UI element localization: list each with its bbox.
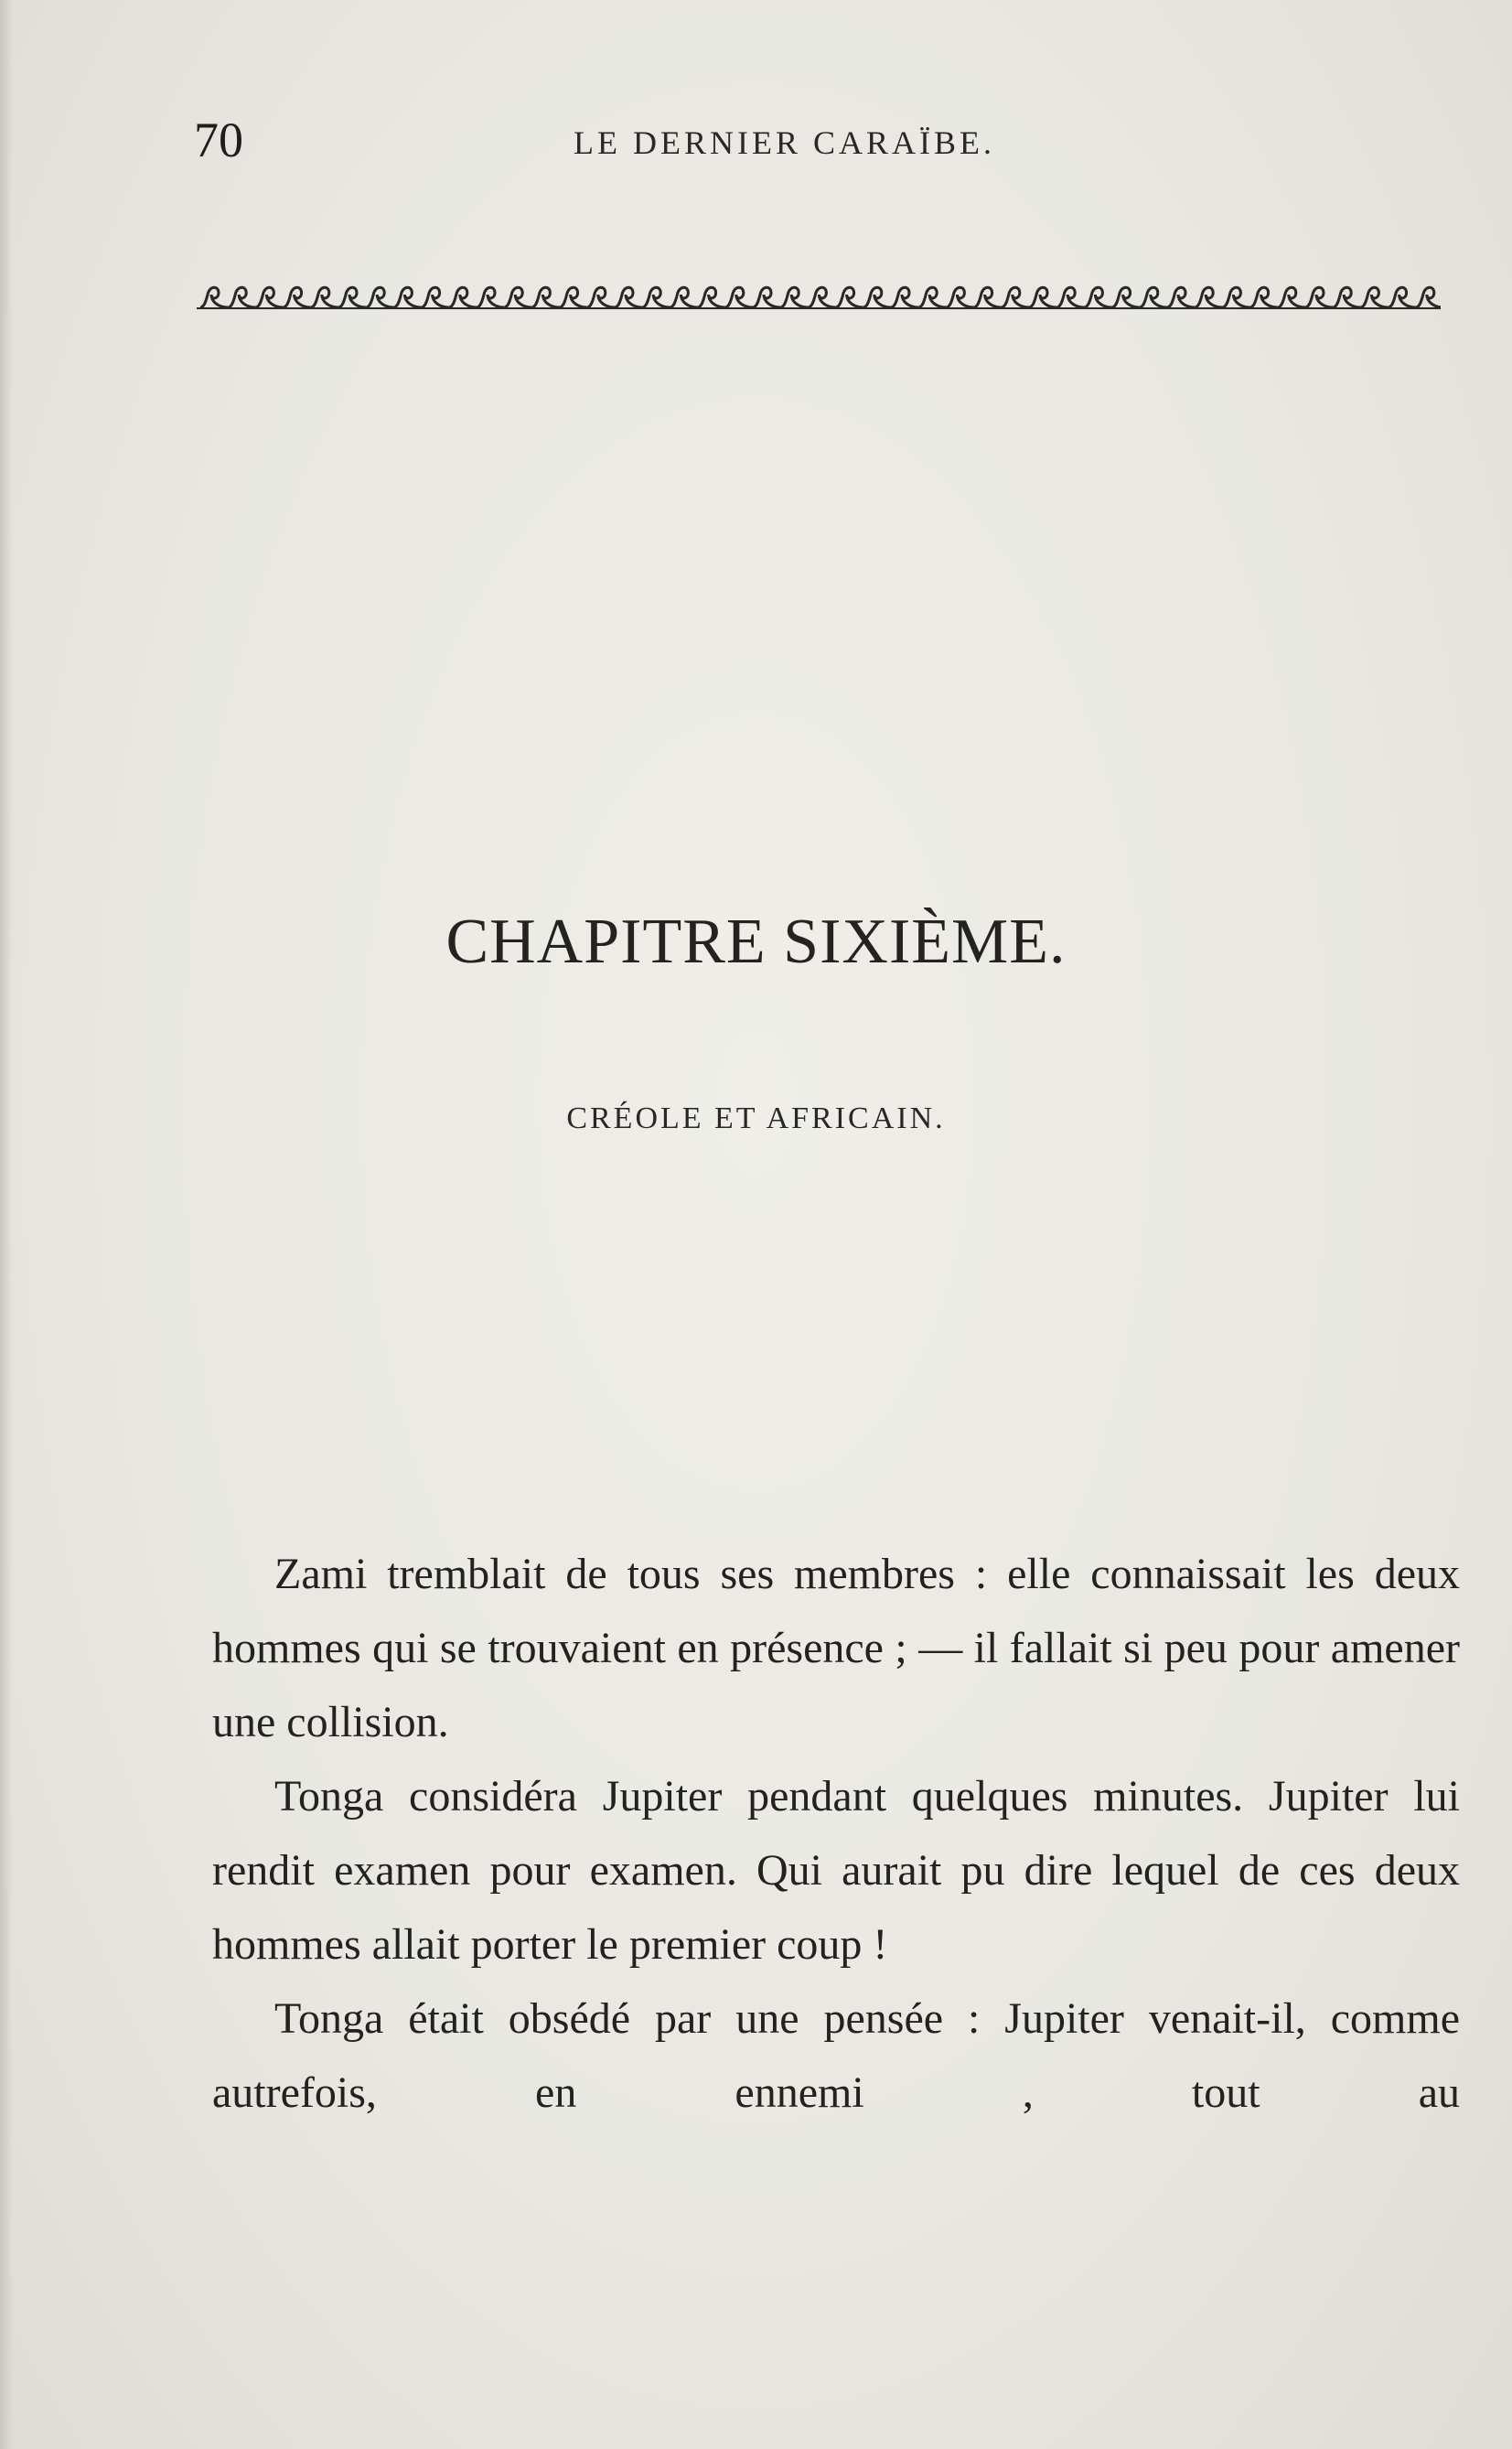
ornament-loop xyxy=(1084,287,1111,307)
ornament-loop xyxy=(284,287,311,307)
ornament-loop xyxy=(863,287,891,307)
ornament-loop xyxy=(946,287,973,307)
paragraph: Tonga considéra Jupiter pendant quelques minutes. Jupiter lui rendit examen pour examen. Qui aurait pu dire lequel de ces deux hommes allait porter le premier coup ! xyxy=(212,1772,1460,1969)
page-edge-shadow xyxy=(0,0,13,2449)
ornament-loop xyxy=(808,287,835,307)
page-header xyxy=(194,108,1465,172)
ornament-loop xyxy=(200,287,228,307)
ornament-loop xyxy=(698,287,725,307)
ornament-loop xyxy=(974,287,1002,307)
ornament-loop xyxy=(366,287,393,307)
decorative-border-ornament xyxy=(197,274,1441,315)
ornament-loop xyxy=(1029,287,1056,307)
ornament-loop xyxy=(531,287,559,307)
ornament-loop xyxy=(560,287,587,307)
ornament-loop xyxy=(836,287,863,307)
ornament-loop xyxy=(393,287,421,307)
ornament-loop xyxy=(1278,287,1305,307)
chapter-subtitle: CRÉOLE ET AFRICAIN. xyxy=(566,1101,946,1135)
ornament-loop xyxy=(1305,287,1333,307)
chapter-title: CHAPITRE SIXIÈME. xyxy=(445,907,1067,977)
ornament-loop xyxy=(1333,287,1360,307)
ornament-loop xyxy=(1360,287,1388,307)
ornament-loop xyxy=(504,287,531,307)
ornament-loop xyxy=(780,287,808,307)
ornament-loop xyxy=(1416,287,1441,307)
ornament-loop xyxy=(1389,287,1416,307)
ornament-loop xyxy=(422,287,449,307)
ornament-loop xyxy=(228,287,255,307)
ornament-loop xyxy=(449,287,477,307)
ornament-loop xyxy=(725,287,753,307)
ornament-loop xyxy=(587,287,615,307)
ornament-loop xyxy=(477,287,504,307)
ornament-loop xyxy=(1112,287,1140,307)
page-number: 70 xyxy=(194,113,243,167)
ornament-loop xyxy=(753,287,780,307)
paragraph: Tonga était obsédé par une pensée : Jupiter venait-il, comme autrefois, en ennemi , tout au xyxy=(212,1994,1460,2117)
ornament-loop xyxy=(642,287,670,307)
ornament-loop xyxy=(1167,287,1195,307)
paragraph: Zami tremblait de tous ses membres : elle connaissait les deux hommes qui se trouvaient en présence ; — il fallait si peu pour amener une collision. xyxy=(212,1550,1460,1746)
ornament-loop xyxy=(891,287,918,307)
ornament-loop xyxy=(1250,287,1278,307)
ornament-loop xyxy=(1002,287,1029,307)
ornament-loop xyxy=(1222,287,1249,307)
ornament-loop xyxy=(338,287,366,307)
ornament-loop xyxy=(1056,287,1084,307)
running-title: LE DERNIER CARAÏBE. xyxy=(574,124,995,161)
ornament-loop xyxy=(311,287,338,307)
ornament-loop xyxy=(615,287,642,307)
ornament-loop xyxy=(1195,287,1222,307)
body-text xyxy=(212,1537,1460,2130)
ornament-loop xyxy=(1140,287,1167,307)
ornament-loop xyxy=(670,287,697,307)
ornament-loop xyxy=(255,287,283,307)
ornament-loop xyxy=(918,287,946,307)
